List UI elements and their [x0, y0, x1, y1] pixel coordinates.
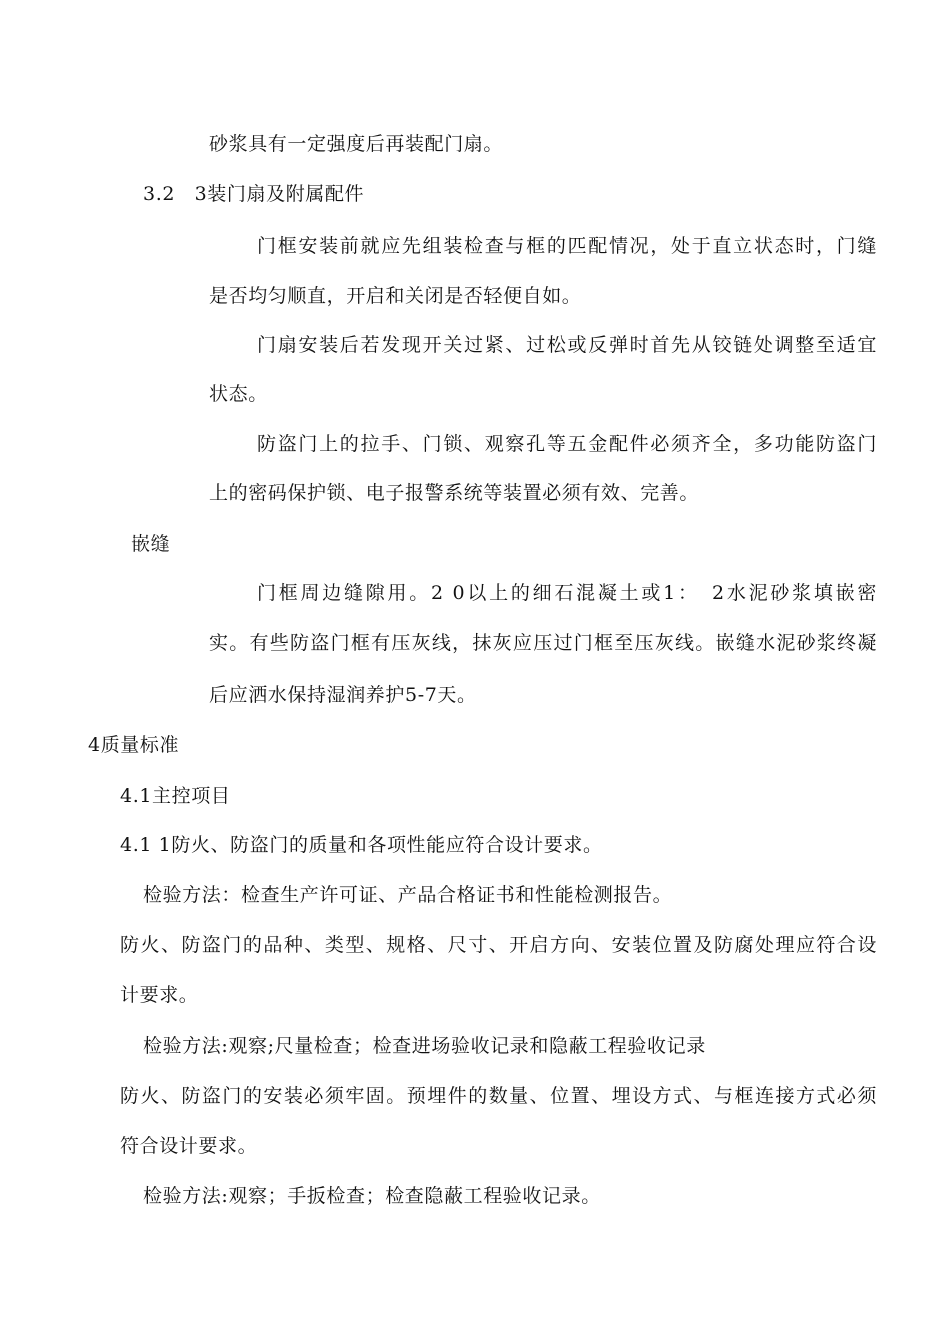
text-line: 状态。 [209, 383, 268, 405]
text-line: 防火、防盗门的品种、类型、规格、尺寸、开启方向、安装位置及防腐处理应符合设 [120, 934, 877, 956]
text-line: 是否均匀顺直，开启和关闭是否轻便自如。 [209, 285, 582, 307]
section-heading: 嵌缝 [131, 533, 171, 555]
text-line: 门框安装前就应先组装检查与框的匹配情况，处于直立状态时，门缝 [257, 235, 877, 257]
text-line: 门扇安装后若发现开关过紧、过松或反弹时首先从铰链处调整至适宜 [257, 334, 877, 356]
text-line: 实。有些防盗门框有压灰线，抹灰应压过门框至压灰线。嵌缝水泥砂浆终凝 [209, 632, 877, 654]
text-line: 后应洒水保持湿润养护5-7天。 [209, 684, 477, 706]
section-heading: 3.2 3装门扇及附属配件 [143, 183, 365, 205]
text-line: 检验方法:观察;尺量检查；检查进场验收记录和隐蔽工程验收记录 [143, 1035, 706, 1057]
subsection-heading: 4.1主控项目 [120, 785, 231, 807]
text-line: 防火、防盗门的安装必须牢固。预埋件的数量、位置、埋设方式、与框连接方式必须 [120, 1085, 877, 1107]
text-line: 砂浆具有一定强度后再装配门扇。 [209, 133, 504, 155]
text-line: 计要求。 [120, 984, 199, 1006]
text-line: 门框周边缝隙用。2 0以上的细石混凝土或1： 2水泥砂浆填嵌密 [257, 582, 877, 604]
section-heading: 4质量标准 [88, 734, 180, 756]
text-line: 检验方法：检查生产许可证、产品合格证书和性能检测报告。 [143, 884, 673, 906]
text-line: 上的密码保护锁、电子报警系统等装置必须有效、完善。 [209, 482, 700, 504]
text-line: 4.1 1防火、防盗门的质量和各项性能应符合设计要求。 [120, 834, 603, 856]
text-line: 防盗门上的拉手、门锁、观察孔等五金配件必须齐全，多功能防盗门 [257, 433, 877, 455]
text-line: 符合设计要求。 [120, 1135, 258, 1157]
text-line: 检验方法:观察；手扳检查；检查隐蔽工程验收记录。 [143, 1185, 601, 1207]
